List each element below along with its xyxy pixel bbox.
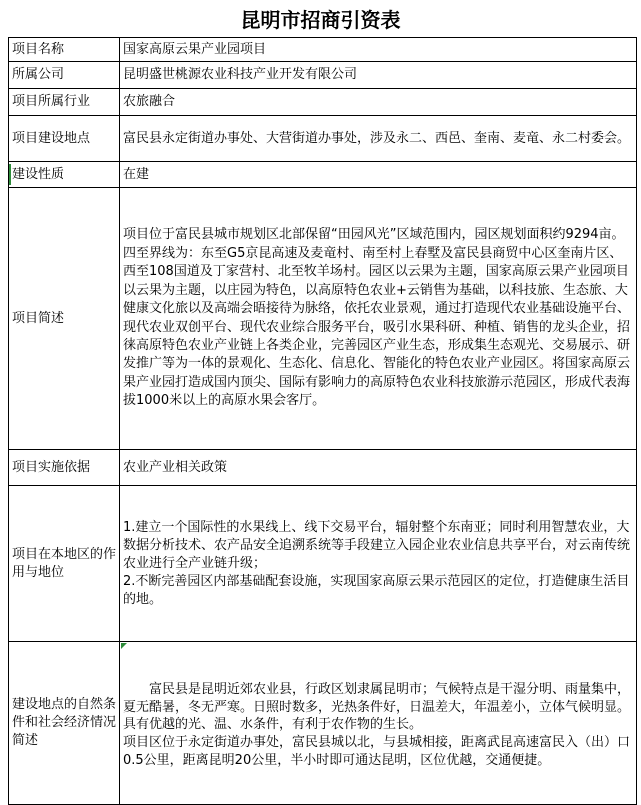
row-label-project-name[interactable]: 项目名称 <box>9 38 120 62</box>
row-value-basis[interactable]: 农业产业相关政策 <box>120 450 637 486</box>
row-value-conditions[interactable] <box>120 642 637 805</box>
row-value-nature[interactable]: 在建 <box>120 162 637 188</box>
table-title: 昆明市招商引资表 <box>240 8 401 32</box>
table-row <box>9 450 637 486</box>
row-value-company[interactable]: 昆明盛世桃源农业科技产业开发有限公司 <box>120 62 637 89</box>
table-row <box>9 162 637 188</box>
row-label-location[interactable]: 项目建设地点 <box>9 116 120 162</box>
row-value-role[interactable]: 1.建立一个国际性的水果线上、线下交易平台，辐射整个东南亚；同时利用智慧农业，大数据分析技术、农产品安全追溯系统等手段建立入园企业农业信息共享平台，对云南传统农业进行全产业链升级； 2.不断完善园区内部基础配套设施，实现国家高原云果示范园区的定位，打造健康生活目的地。 <box>120 486 637 642</box>
row-label-company[interactable]: 所属公司 <box>9 62 120 89</box>
row-value-industry[interactable]: 农旅融合 <box>120 89 637 116</box>
row-value-project-name[interactable]: 国家高原云果产业园项目 <box>120 38 637 62</box>
investment-table <box>8 37 637 805</box>
table-row <box>9 188 637 450</box>
row-label-nature[interactable]: 建设性质 <box>9 162 120 188</box>
row-value-location[interactable]: 富民县永定街道办事处、大营街道办事处，涉及永二、西邑、奎南、麦竜、永二村委会。 <box>120 116 637 162</box>
row-label-conditions[interactable]: 建设地点的自然条件和社会经济情况简述 <box>9 642 120 805</box>
row-value-summary[interactable]: 项目位于富民县城市规划区北部保留“田园风光”区域范围内，园区规划面积约9294亩。四至界线为：东至G5京昆高速及麦竜村、南至村上春墅及富民县商贸中心区奎南片区、西至108国道及丁家营村、北至牧羊场村。园区以云果为主题，国家高原云果产业园项目以云果为主题，以庄园为特色，以高原特色农业+云销售为基础，以科技旅、生态旅、大健康文化旅以及高端会晤接待为脉络，依托农业景观，通过打造现代农业基础设施平台、现代农业双创平台、现代农业综合服务平台，吸引水果科研、种植、销售的龙头企业，招徕高原特色农业产业链上各类企业，完善园区产业生态，形成集生态观光、交易展示、研发推广等为一体的景观化、生态化、信息化、智能化的特色农业产业园区。将国家高原云果产业园打造成国内顶尖、国际有影响力的高原特色农业科技旅游示范园区，形成代表海拔1000米以上的高原水果会客厅。 <box>120 188 637 450</box>
table-row <box>9 38 637 62</box>
table-row <box>9 642 637 805</box>
table-row <box>9 486 637 642</box>
row-label-basis[interactable]: 项目实施依据 <box>9 450 120 486</box>
row-label-industry[interactable]: 项目所属行业 <box>9 89 120 116</box>
row-label-role[interactable]: 项目在本地区的作用与地位 <box>9 486 120 642</box>
table-row <box>9 89 637 116</box>
conditions-paragraph: 富民县是昆明近郊农业县，行政区划隶属昆明市；气候特点是干湿分明、雨量集中，夏无酷暑，冬无严寒。日照时数多，光热条件好，日温差大，年温差小，立体气候明显。具有优越的光、温、水条件，有利于农作物的生长。 项目区位于永定街道办事处，富民县城以北，与县城相接，距离武昆高速富民入（出）口0.5公里，距离昆明20公里，半小时即可通达昆明，区位优越，交通便捷。 <box>123 682 631 768</box>
row-label-summary[interactable]: 项目简述 <box>9 188 120 450</box>
table-row <box>9 116 637 162</box>
table-row <box>9 62 637 89</box>
